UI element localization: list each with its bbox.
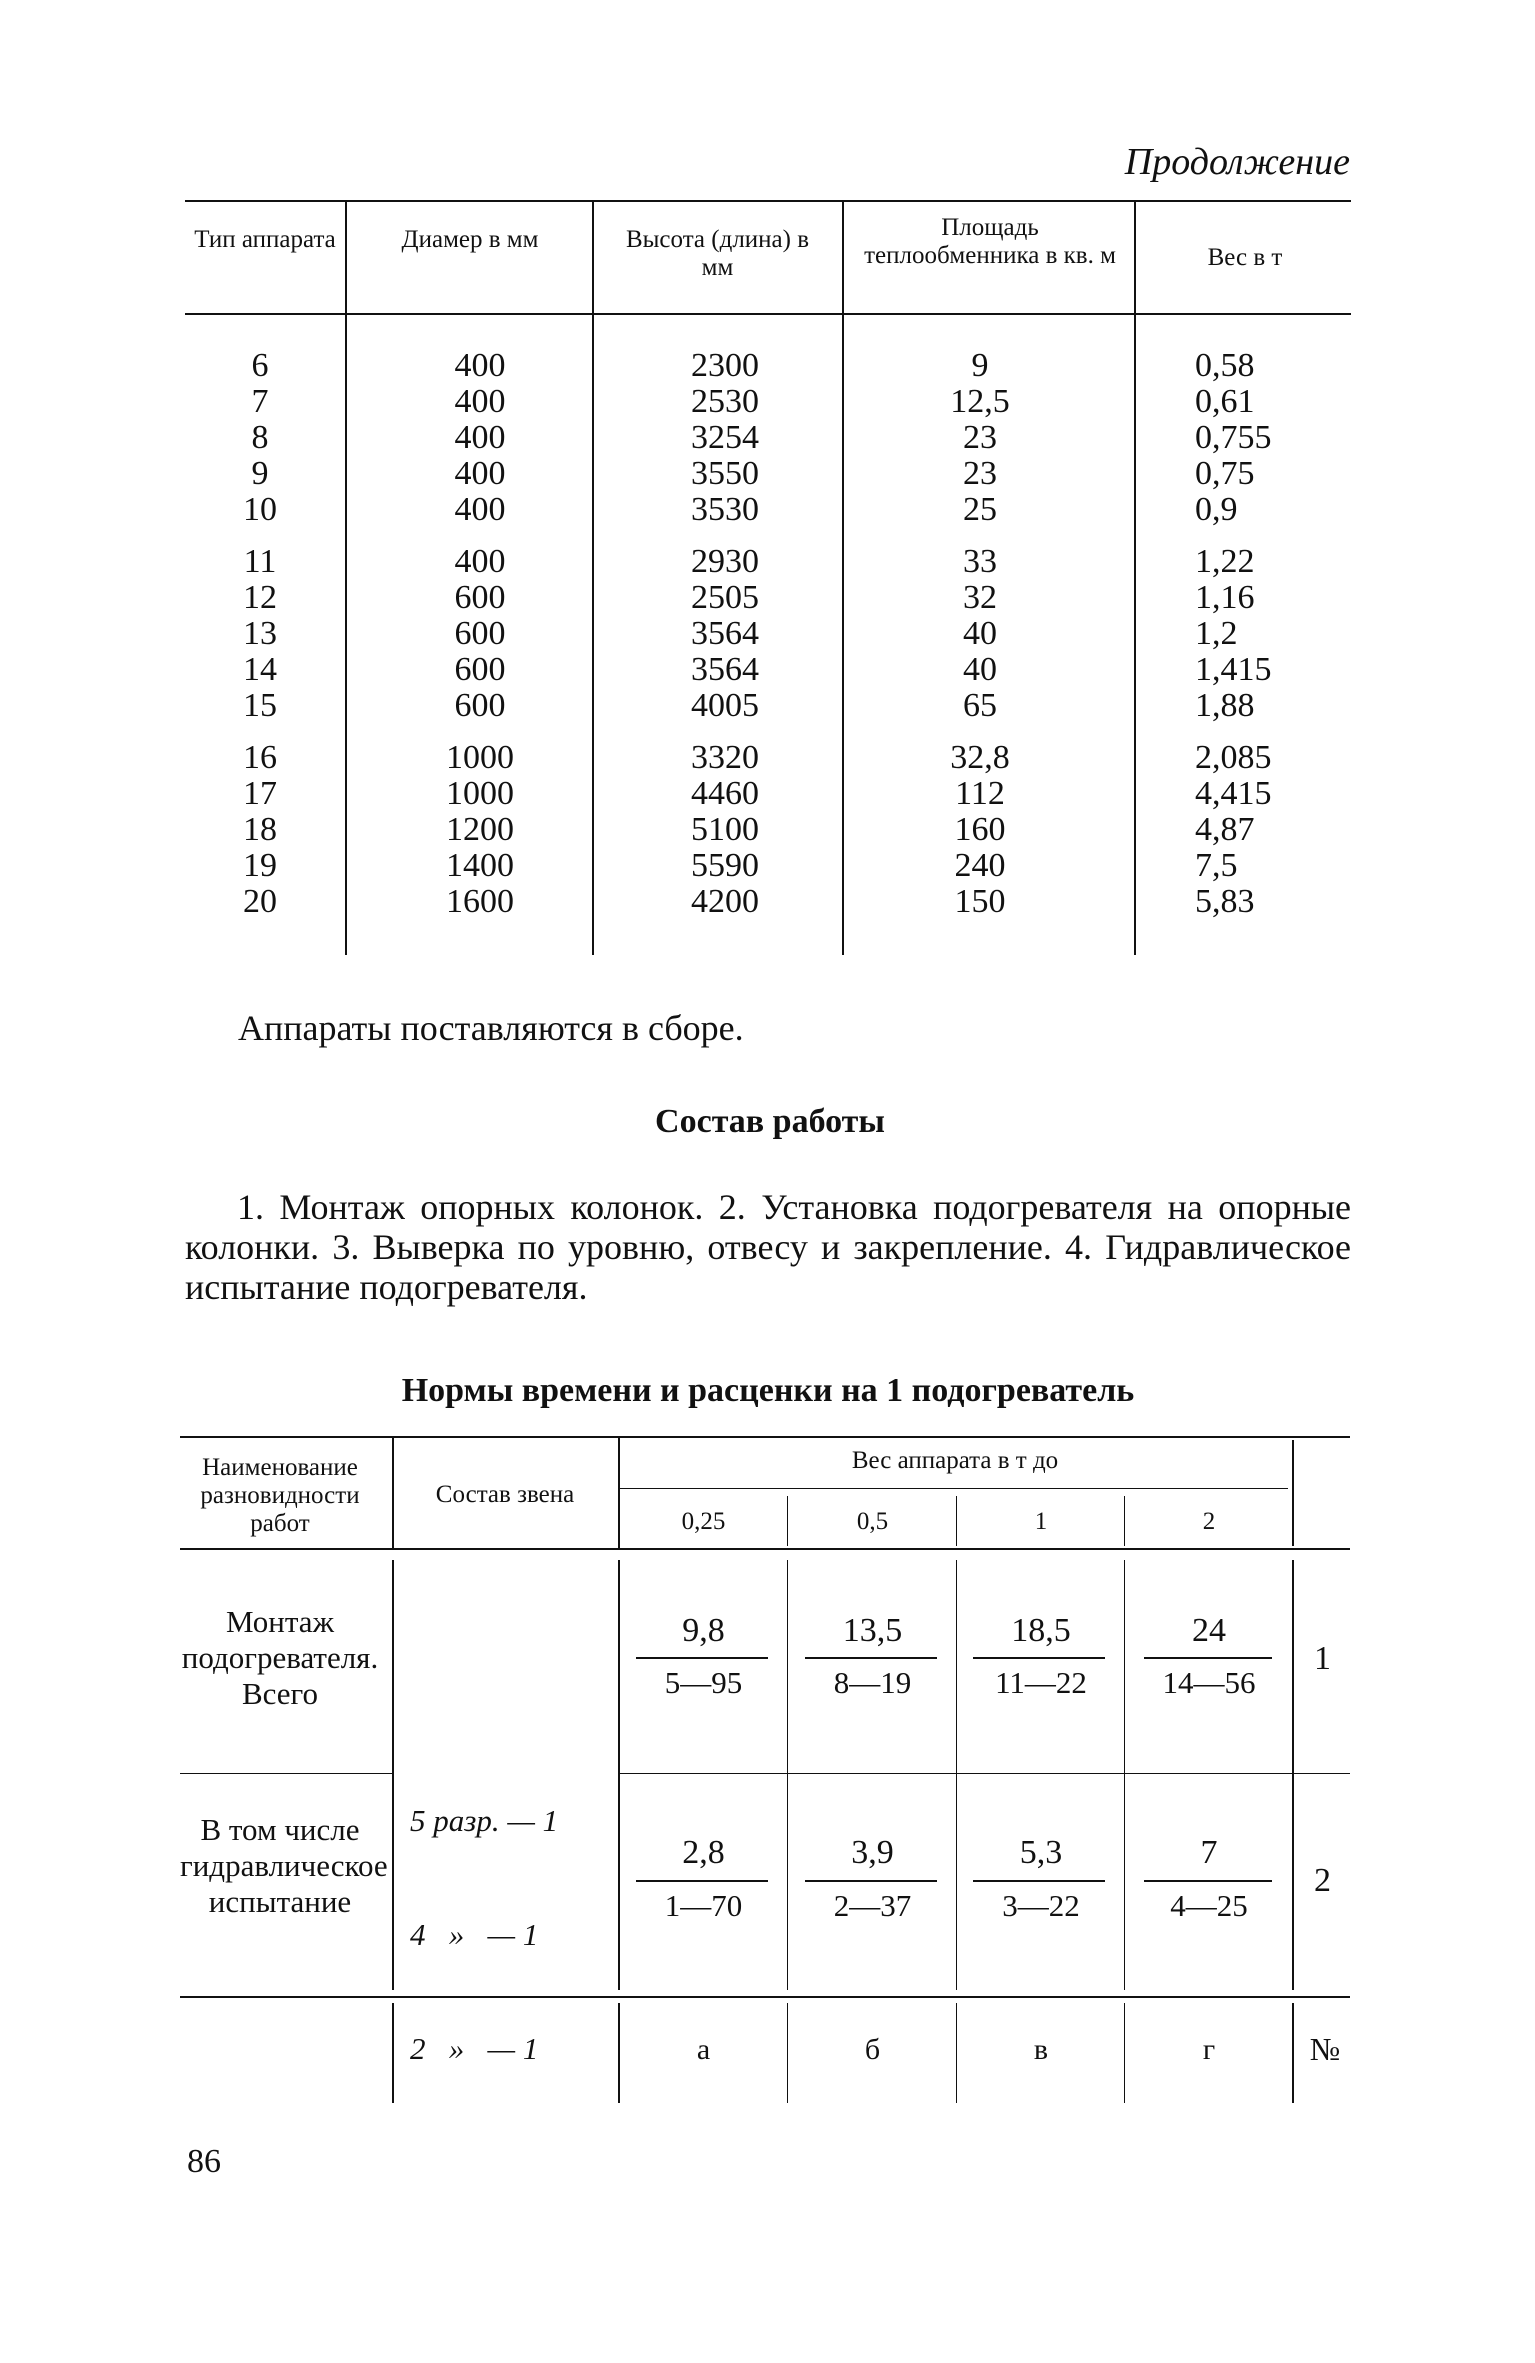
table-cell: 17 — [243, 775, 277, 812]
norm-value: 24 — [1192, 1612, 1226, 1649]
table-cell: 1,415 — [1195, 651, 1272, 688]
table-cell: 5100 — [691, 811, 759, 848]
fraction-bar — [973, 1657, 1105, 1659]
table-cell: 1600 — [446, 883, 514, 920]
fraction-bar — [973, 1880, 1105, 1882]
table-cell: 1,2 — [1195, 615, 1238, 652]
table-cell: 1000 — [446, 775, 514, 812]
header-weight: Вес в т — [1207, 244, 1283, 271]
table-cell: 600 — [454, 579, 506, 616]
row-number: 2 — [1314, 1862, 1331, 1899]
table-cell: 600 — [454, 615, 506, 652]
table2-divider — [1292, 1560, 1294, 1990]
table1-divider — [592, 200, 594, 955]
header-work-name: Наименование разновидности работ — [200, 1454, 360, 1537]
norm-value: 13,5 — [842, 1612, 903, 1649]
table-cell: 3254 — [691, 419, 759, 456]
fraction-bar — [805, 1880, 937, 1882]
fraction-bar — [1144, 1657, 1272, 1659]
table-cell: 1400 — [446, 847, 514, 884]
fraction-bar — [636, 1657, 768, 1659]
table-cell: 5,83 — [1195, 883, 1255, 920]
norm-value: 18,5 — [1011, 1612, 1071, 1649]
column-height — [655, 348, 795, 920]
header-area: Площадь теплообменника в кв. м — [864, 214, 1116, 269]
table2-divider — [1124, 1496, 1125, 1546]
price-value: 1—70 — [664, 1888, 743, 1923]
table-cell: 400 — [454, 347, 506, 384]
row-name: Монтаж подогревателя. Всего — [181, 1604, 379, 1711]
table2-divider — [1124, 1560, 1125, 1990]
fraction-bar — [805, 1657, 937, 1659]
header-diameter: Диамер в мм — [401, 226, 539, 253]
table-cell: 150 — [954, 883, 1006, 920]
table-cell: 3564 — [691, 615, 759, 652]
table2-divider — [956, 1496, 957, 1546]
table2-header-rule — [180, 1548, 1350, 1550]
norms-title: Нормы времени и расценки на 1 подогреватель — [401, 1372, 1135, 1409]
column-letter: г — [1202, 2033, 1216, 2066]
table2-divider — [392, 2003, 394, 2103]
table2-divider — [1292, 1440, 1294, 1546]
table-cell: 4200 — [691, 883, 759, 920]
table-cell: 33 — [963, 543, 997, 580]
price-value: 3—22 — [1002, 1888, 1080, 1923]
table2-divider — [392, 1436, 394, 1548]
column-diameter — [410, 348, 550, 920]
table-cell: 10 — [243, 491, 277, 528]
table-cell: 400 — [454, 419, 506, 456]
table-cell: 5590 — [691, 847, 759, 884]
crew-composition — [410, 1726, 610, 2106]
column-letter: в — [1033, 2033, 1049, 2066]
header-height: Высота (длина) в мм — [625, 226, 810, 281]
table-cell: 1200 — [446, 811, 514, 848]
table-cell: 400 — [454, 491, 506, 528]
table-cell: 14 — [243, 651, 277, 688]
table-cell: 240 — [954, 847, 1006, 884]
norm-value: 5,3 — [1019, 1834, 1063, 1871]
fraction-bar — [1144, 1880, 1272, 1882]
column-letter: б — [864, 2033, 881, 2066]
price-value: 4—25 — [1170, 1888, 1248, 1923]
table2-divider — [787, 1496, 788, 1546]
price-value: 5—95 — [664, 1665, 743, 1700]
crew-line: 4 » — 1 — [410, 1917, 539, 1952]
table-cell: 0,755 — [1195, 419, 1272, 456]
table-cell: 112 — [955, 775, 1005, 812]
table-cell: 3564 — [691, 651, 759, 688]
table-cell: 0,61 — [1195, 383, 1255, 420]
table-cell: 8 — [251, 419, 269, 456]
table-cell: 2530 — [691, 383, 759, 420]
table-cell: 0,58 — [1195, 347, 1255, 384]
table-cell: 15 — [243, 687, 277, 724]
norm-value: 3,9 — [851, 1834, 894, 1871]
table-cell: 2,085 — [1195, 739, 1272, 776]
table-cell: 4,415 — [1195, 775, 1272, 812]
table-cell: 23 — [963, 455, 997, 492]
table2-divider — [1124, 2003, 1125, 2103]
table-cell: 6 — [251, 347, 269, 384]
table-cell: 600 — [454, 687, 506, 724]
table-cell: 11 — [243, 543, 277, 580]
header-weight-0: 0,25 — [681, 1508, 726, 1535]
table-cell: 40 — [963, 615, 997, 652]
table-cell: 3320 — [691, 739, 759, 776]
norm-value: 2,8 — [682, 1834, 725, 1871]
table-cell: 18 — [243, 811, 277, 848]
table-cell: 1000 — [446, 739, 514, 776]
table2-weight-rule — [620, 1488, 1288, 1489]
table-cell: 32,8 — [950, 739, 1010, 776]
table-cell: 4005 — [691, 687, 759, 724]
table-cell: 4,87 — [1195, 811, 1255, 848]
table-cell: 9 — [971, 347, 989, 384]
norm-value: 7 — [1200, 1834, 1218, 1871]
table-cell: 40 — [963, 651, 997, 688]
table2-row-rule — [620, 1773, 1350, 1774]
table-cell: 1,16 — [1195, 579, 1255, 616]
table1-divider — [1134, 200, 1136, 955]
table-cell: 2505 — [691, 579, 759, 616]
column-letter: а — [696, 2033, 711, 2066]
page-number: 86 — [187, 2143, 221, 2180]
column-type — [200, 348, 320, 920]
table-cell: 600 — [454, 651, 506, 688]
table-cell: 160 — [954, 811, 1006, 848]
table-cell: 32 — [963, 579, 997, 616]
table-cell: 9 — [251, 455, 269, 492]
crew-line: 2 » — 1 — [410, 2031, 539, 2066]
crew-line: 5 разр. — 1 — [410, 1803, 559, 1838]
table1-divider — [842, 200, 844, 955]
header-weight-3: 2 — [1202, 1508, 1216, 1535]
table1-top-rule — [185, 200, 1351, 202]
table-cell: 25 — [963, 491, 997, 528]
work-text: 1. Монтаж опорных колонок. 2. Установка подогревателя на опорные колонки. 3. Выверка по уровню, отвесу и закрепление. 4. Гидравлическое испытание подогревателя. — [185, 1187, 1351, 1307]
table-cell: 1,88 — [1195, 687, 1255, 724]
table-cell: 2300 — [691, 347, 759, 384]
table-cell: 12 — [243, 579, 277, 616]
table-cell: 13 — [243, 615, 277, 652]
table2-row-rule — [180, 1773, 392, 1774]
work-title: Состав работы — [655, 1103, 885, 1140]
table-cell: 20 — [243, 883, 277, 920]
table2-divider — [392, 1560, 394, 1990]
table2-divider — [787, 1560, 788, 1990]
fraction-bar — [636, 1880, 768, 1882]
price-value: 8—19 — [833, 1665, 912, 1700]
norm-value: 9,8 — [682, 1612, 725, 1649]
price-value: 14—56 — [1162, 1665, 1256, 1700]
number-sign: № — [1309, 2031, 1341, 2067]
header-weight-2: 1 — [1034, 1508, 1048, 1535]
table-cell: 400 — [454, 543, 506, 580]
table-cell: 12,5 — [950, 383, 1010, 420]
note-text: Аппараты поставляются в сборе. — [238, 1008, 744, 1048]
table-cell: 400 — [454, 455, 506, 492]
table-cell: 3550 — [691, 455, 759, 492]
header-type: Тип аппарата — [194, 226, 336, 253]
table-cell: 0,75 — [1195, 455, 1255, 492]
table2-divider — [787, 2003, 788, 2103]
table1-divider — [345, 200, 347, 955]
table-cell: 400 — [454, 383, 506, 420]
header-weight-1: 0,5 — [856, 1508, 889, 1535]
table-cell: 1,22 — [1195, 543, 1255, 580]
header-crew: Состав звена — [435, 1481, 575, 1508]
table2-divider — [1292, 2003, 1294, 2103]
table2-bottom-rule — [180, 1996, 1350, 1998]
table-cell: 7,5 — [1195, 847, 1238, 884]
column-area — [900, 348, 1060, 920]
header-weight-group: Вес аппарата в т до — [851, 1447, 1059, 1474]
table2-divider — [956, 2003, 957, 2103]
continuation-label: Продолжение — [1124, 141, 1350, 183]
row-number: 1 — [1314, 1640, 1331, 1677]
price-value: 2—37 — [833, 1888, 912, 1923]
table-cell: 0,9 — [1195, 491, 1238, 528]
table-cell: 65 — [963, 687, 997, 724]
price-value: 11—22 — [995, 1665, 1087, 1700]
table2-divider — [956, 1560, 957, 1990]
table-cell: 16 — [243, 739, 277, 776]
table2-top-rule — [180, 1436, 1350, 1438]
table1-header-rule — [185, 313, 1351, 315]
table-cell: 23 — [963, 419, 997, 456]
table-cell: 4460 — [691, 775, 759, 812]
table-cell: 7 — [251, 383, 269, 420]
table-cell: 19 — [243, 847, 277, 884]
table-cell: 2930 — [691, 543, 759, 580]
table-cell: 3530 — [691, 491, 759, 528]
column-weight — [1195, 348, 1315, 920]
row-name: В том числе гидравлическое испытание — [180, 1812, 388, 1919]
